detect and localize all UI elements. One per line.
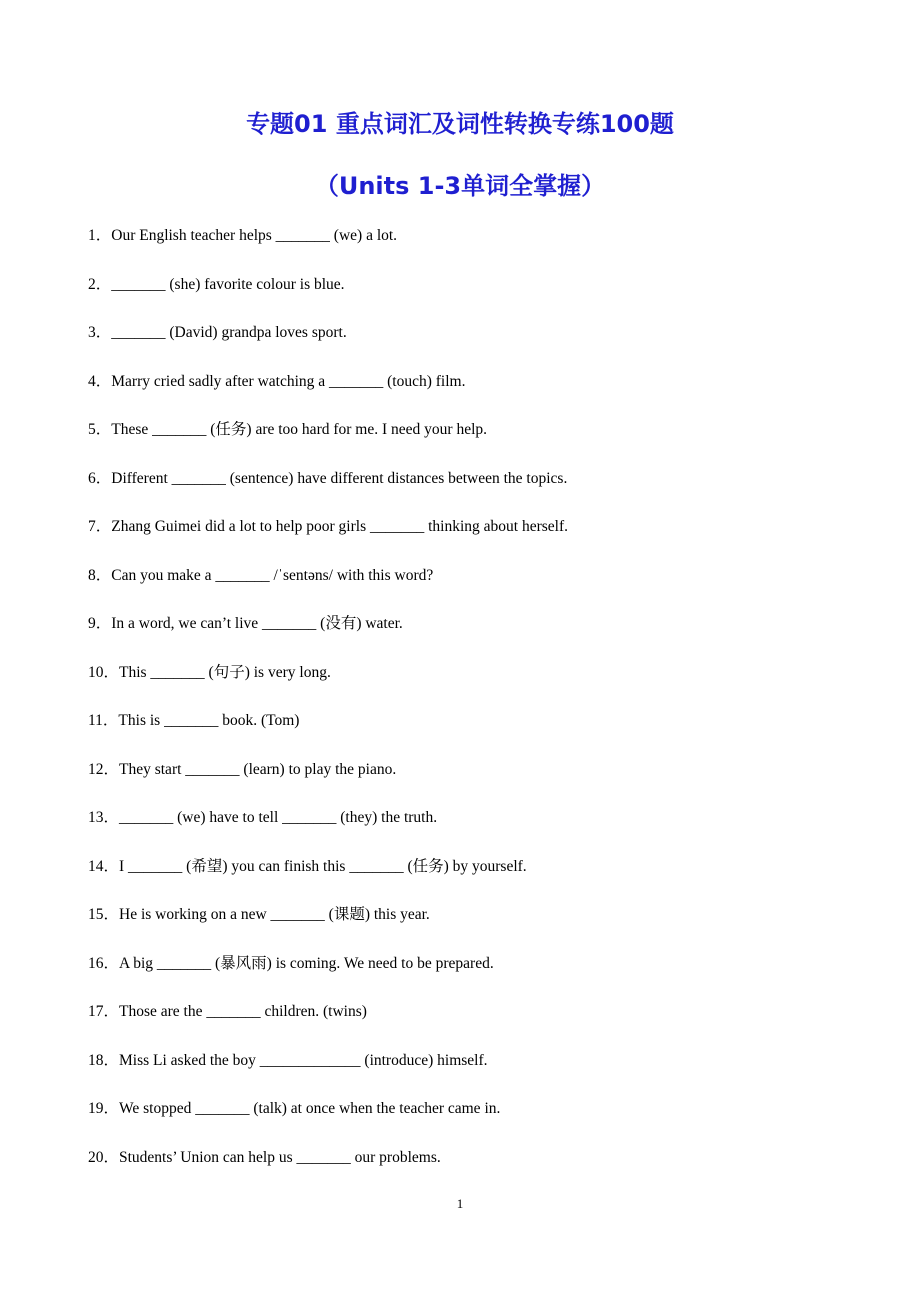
question-item: 5．These _______ (任务) are too hard for me. I need your help. [88,421,488,438]
question-item: 4．Marry cried sadly after watching a _______ (touch) film. [88,372,466,390]
question-item: 8．Can you make a _______ /ˈsentəns/ with this word? [88,566,434,584]
page-number: 1 [456,1196,464,1211]
question-item: 6．Different _______ (sentence) have different distances between the topics. [88,469,568,487]
question-item: 3．_______ (David) grandpa loves sport. [88,324,347,341]
document-title: 专题01 重点词汇及词性转换专练100题 [246,110,674,138]
question-item: 1．Our English teacher helps _______ (we) a lot. [88,227,398,244]
question-item: 7．Zhang Guimei did a lot to help poor girls _______ thinking about herself. [88,518,569,535]
question-item: 9．In a word, we can’t live _______ (没有) water. [88,615,403,632]
question-item: 19．We stopped _______ (talk) at once when the teacher came in. [88,1100,501,1117]
question-item: 18．Miss Li asked the boy _____________ (introduce) himself. [88,1051,488,1069]
question-item: 13．_______ (we) have to tell _______ (they) the truth. [88,809,438,826]
question-item: 17．Those are the _______ children. (twins) [88,1003,367,1020]
question-list [88,224,868,1194]
question-item: 11．This is _______ book. (Tom) [88,712,300,729]
question-item: 20．Students’ Union can help us _______ our problems. [88,1148,441,1166]
question-item: 2．_______ (she) favorite colour is blue. [88,275,345,293]
question-item: 10．This _______ (句子) is very long. [88,663,331,681]
question-item: 12．They start _______ (learn) to play the piano. [88,760,397,778]
question-item: 15．He is working on a new _______ (课题) this year. [88,906,430,923]
document-subtitle: （Units 1-3单词全掌握） [314,172,606,200]
question-item: 14．I _______ (希望) you can finish this _______ (任务) by yourself. [88,857,527,875]
question-item: 16．A big _______ (暴风雨) is coming. We need to be prepared. [88,954,494,972]
